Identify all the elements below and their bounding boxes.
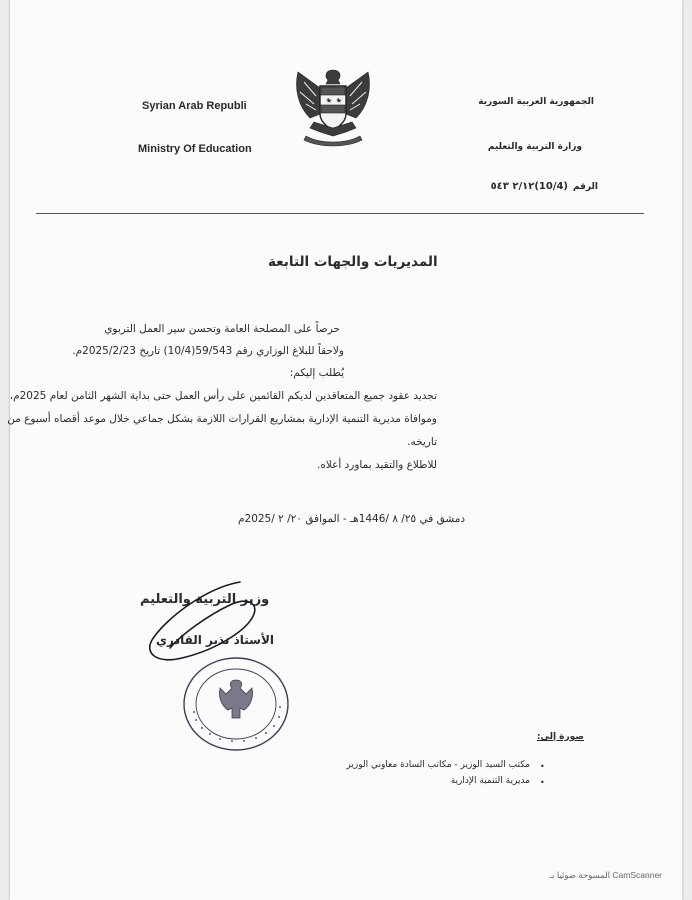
letter-recipient: المديريات والجهات التابعة (268, 254, 438, 270)
letter-line-3: يُطلب إليكم: (289, 367, 344, 379)
header-ref-label: الرقم (572, 182, 598, 192)
signature-name: الأستاذ نذير القادري (156, 633, 275, 647)
copies-item-1: مكتب السيد الوزير - مكاتب السادة معاوني الوزير (346, 760, 530, 770)
letter-line-4: تجديد عقود جميع المتعاقدين لديكم القائمين على رأس العمل حتى بداية الشهر الثامن لعام 2025م، (9, 390, 437, 402)
letter-date: دمشق في ٢٥/ ٨ /1446هـ - الموافق ٢٠/ ٢ /2025م (238, 513, 465, 525)
header-country-ar: الجمهورية العربية السورية (478, 97, 594, 107)
header-ministry-en: Ministry Of Education (138, 143, 252, 155)
copies-bullet-1: • (540, 762, 545, 771)
letter-line-7: للاطلاع والتقيد بماورد أعلاه. (316, 459, 437, 471)
scanner-footer: المسوحة ضوئيا بـ CamScanner (549, 870, 662, 880)
letter-line-2: ولاحقاً للبلاغ الوزاري رقم 59/543(10/4) تاريخ 2025/2/23م. (72, 345, 344, 357)
header-ministry-ar: وزارة التربية والتعليم (487, 142, 582, 152)
document-page (7, 0, 682, 900)
header-country-en: Syrian Arab Republi (142, 100, 247, 112)
header-divider (36, 213, 644, 214)
signature-title: وزير التربية والتعليم (140, 592, 270, 607)
copies-label: صورة إلى: (536, 732, 584, 742)
copies-bullet-2: • (540, 778, 545, 787)
letter-line-5: وموافاة مديرية التنمية الإدارية بمشاريع القرارات اللازمة بشكل جماعي خلال موعد أقصاه أسبوع من (7, 413, 437, 425)
official-stamp-icon (180, 654, 292, 754)
copies-item-2: مديرية التنمية الإدارية (450, 776, 530, 786)
letter-line-1: حرصاً على المصلحة العامة وتحسن سير العمل التربوي (104, 323, 340, 335)
header-ref-number: ٢/١٢ ٥٤٣(10/4) (490, 181, 568, 192)
letter-line-6: تاريخه. (407, 436, 437, 448)
eagle-emblem-icon (290, 66, 376, 150)
